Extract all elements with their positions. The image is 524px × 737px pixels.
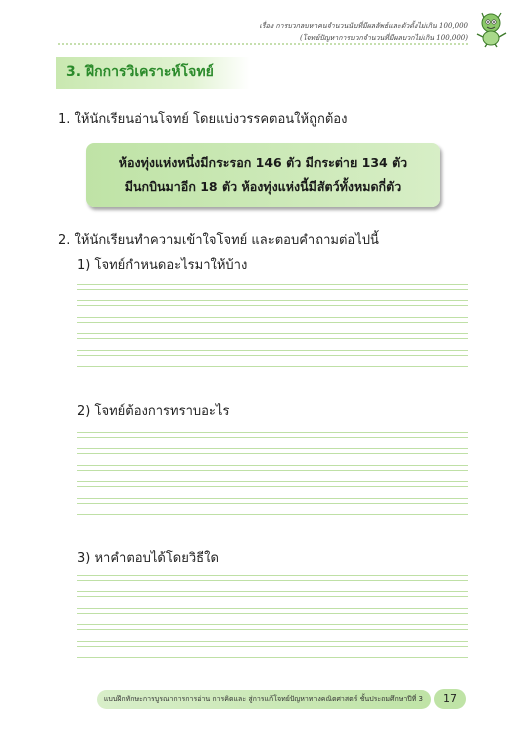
header-line-1: เรื่อง การบวกลบหาคนจำนวนนับที่มีผลลัพธ์และตัวตั้งไม่เกิน 100,000 (259, 22, 468, 30)
answer-line (77, 350, 468, 351)
answer-line (77, 657, 468, 658)
answer-line (77, 437, 468, 438)
answer-line (77, 596, 468, 597)
answer-line (77, 514, 468, 515)
answer-line (77, 498, 468, 499)
answer-line (77, 481, 468, 482)
subquestion-3: 3) หาคำตอบได้โดยวิธีใด (77, 551, 219, 566)
section-title: 3. ฝึกการวิเคราะห์โจทย์ (66, 64, 214, 80)
answer-line (77, 503, 468, 504)
page-number: 17 (443, 692, 457, 705)
answer-line (77, 453, 468, 454)
answer-line (77, 591, 468, 592)
answer-line (77, 624, 468, 625)
answer-line (77, 486, 468, 487)
footer-text: แบบฝึกทักษะการบูรณาการการอ่าน การคิดและ สู่การแก้โจทย์ปัญหาทางคณิตศาสตร์ ชั้นประถมศึกษาปีที่ 3 (103, 695, 423, 703)
answer-line (77, 641, 468, 642)
question-1: 1. ให้นักเรียนอ่านโจทย์ โดยแบ่งวรรคตอนให้ถูกต้อง (58, 112, 348, 127)
answer-line (77, 289, 468, 290)
answer-line (77, 575, 468, 576)
answer-line (77, 284, 468, 285)
footer-banner (97, 690, 431, 709)
answer-line (77, 366, 468, 367)
answer-line (77, 300, 468, 301)
story-box (86, 143, 440, 207)
answer-line (77, 432, 468, 433)
answer-line (77, 355, 468, 356)
answer-line (77, 465, 468, 466)
header-divider (58, 43, 468, 45)
answer-line (77, 322, 468, 323)
story-line-1: ห้องทุ่งแห่งหนึ่งมีกระรอก 146 ตัว มีกระต่าย 134 ตัว (118, 155, 408, 170)
answer-line (77, 580, 468, 581)
answer-line (77, 317, 468, 318)
story-line-2: มีนกบินมาอีก 18 ตัว ห้องทุ่งแห่งนี้มีสัตว์ทั้งหมดกี่ตัว (124, 179, 402, 194)
answer-line (77, 646, 468, 647)
question-2: 2. ให้นักเรียนทำความเข้าใจโจทย์ และตอบคำถามต่อไปนี้ (58, 233, 379, 248)
cartoon-character-icon (474, 10, 512, 48)
answer-line (77, 608, 468, 609)
answer-line (77, 629, 468, 630)
answer-line (77, 333, 468, 334)
subquestion-2: 2) โจทย์ต้องการทราบอะไร (77, 404, 230, 419)
answer-line (77, 470, 468, 471)
answer-line (77, 305, 468, 306)
header-line-2: (โจทย์ปัญหาการบวกจำนวนที่มีผลบวกไม่เกิน 100,000) (299, 34, 468, 42)
answer-line (77, 613, 468, 614)
page-number-badge (434, 689, 466, 709)
answer-line (77, 338, 468, 339)
page-header (220, 20, 468, 44)
answer-line (77, 448, 468, 449)
subquestion-1: 1) โจทย์กำหนดอะไรมาให้บ้าง (77, 258, 248, 273)
